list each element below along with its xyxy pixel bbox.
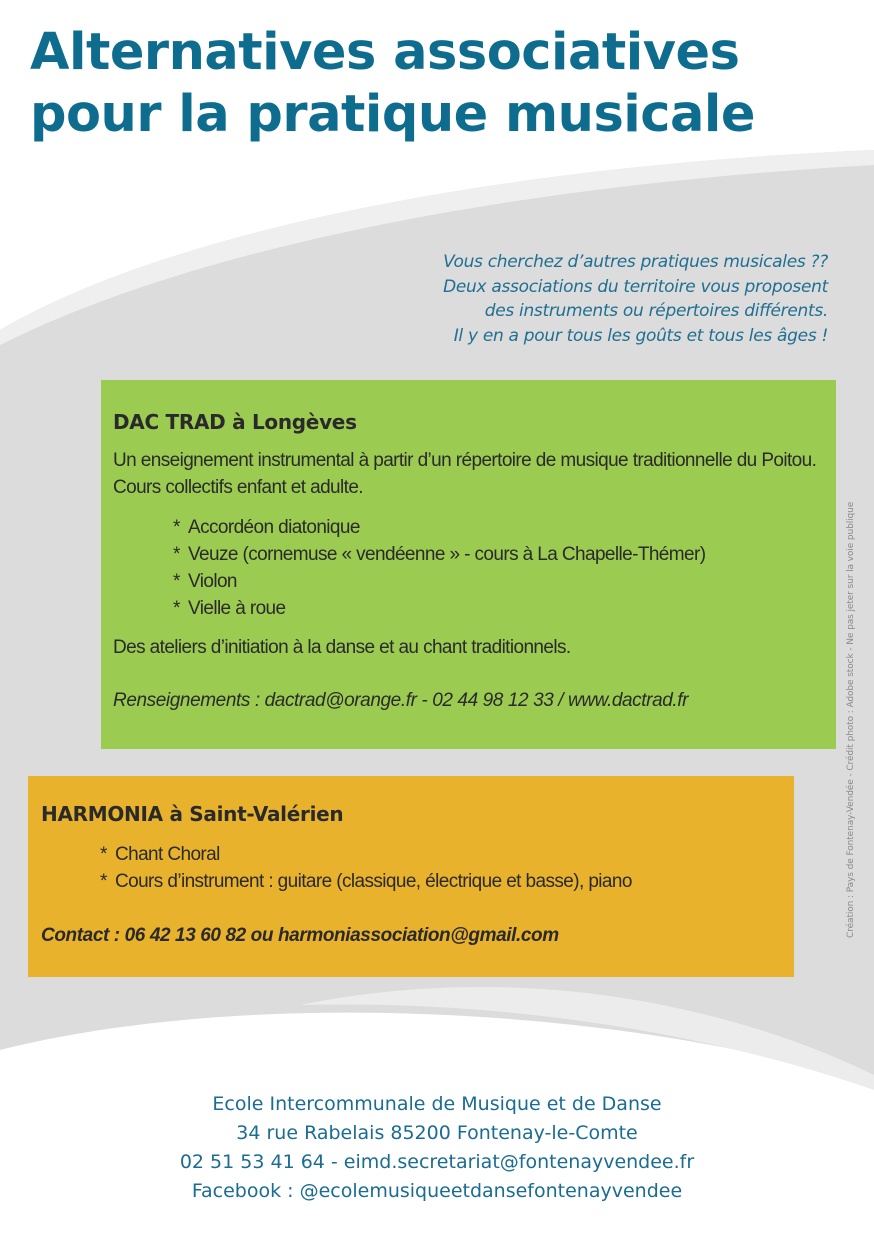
list-item-label: Accordéon diatonique <box>188 517 360 538</box>
list-item <box>173 514 824 541</box>
school-footer <box>0 1090 874 1206</box>
bullet-star-icon: * <box>173 598 180 619</box>
footer-address: 34 rue Rabelais 85200 Fontenay-le-Comte <box>236 1122 638 1144</box>
page-title <box>30 22 755 146</box>
credit-note: Création : Pays de Fontenay-Vendée - Crédit photo : Adobe stock - Ne pas jeter sur la voie publique <box>846 501 856 938</box>
dac-trad-description: Un enseignement instrumental à partir d’un répertoire de musique traditionnelle du Poitou. Cours collectifs enfant et adulte. <box>113 450 817 498</box>
bullet-star-icon: * <box>100 871 107 892</box>
bullet-star-icon: * <box>100 844 107 865</box>
title-line-2: pour la pratique musicale <box>30 85 756 144</box>
list-item <box>173 541 824 568</box>
title-line-1: Alternatives associatives <box>30 23 740 82</box>
list-item <box>173 568 824 595</box>
intro-line-1: Vous cherchez d’autres pratiques musicales ?? <box>443 252 828 272</box>
dac-trad-workshops: Des ateliers d’initiation à la danse et au chant traditionnels. <box>113 637 571 658</box>
harmonia-heading: HARMONIA à Saint-Valérien <box>41 802 344 826</box>
harmonia-activity-list <box>41 841 781 895</box>
harmonia-contact: Contact : 06 42 13 60 82 ou harmoniassociation@gmail.com <box>41 925 559 946</box>
dac-trad-contact: Renseignements : dactrad@orange.fr - 02 44 98 12 33 / www.dactrad.fr <box>113 690 689 711</box>
dac-trad-instrument-list <box>113 514 824 622</box>
intro-line-2: Deux associations du territoire vous proposent <box>443 276 828 297</box>
footer-phone-email: 02 51 53 41 64 - eimd.secretariat@fontenayvendee.fr <box>179 1151 695 1173</box>
list-item-label: Chant Choral <box>115 844 220 865</box>
dac-trad-panel <box>101 380 836 749</box>
intro-line-4: Il y en a pour tous les goûts et tous les âges ! <box>453 325 828 346</box>
bullet-star-icon: * <box>173 544 180 565</box>
footer-facebook: Facebook : @ecolemusiqueetdansefontenayvendee <box>191 1180 683 1202</box>
bullet-star-icon: * <box>173 571 180 592</box>
footer-school-name: Ecole Intercommunale de Musique et de Danse <box>212 1093 662 1115</box>
intro-line-3: des instruments ou répertoires différents. <box>484 301 828 321</box>
list-item-label: Cours d’instrument : guitare (classique, électrique et basse), piano <box>115 871 632 892</box>
list-item <box>100 868 781 895</box>
harmonia-panel <box>28 776 794 977</box>
intro-text <box>443 250 828 348</box>
list-item-label: Vielle à roue <box>188 598 286 619</box>
list-item <box>100 841 781 868</box>
dac-trad-heading: DAC TRAD à Longèves <box>113 410 357 434</box>
list-item-label: Violon <box>188 571 237 592</box>
bullet-star-icon: * <box>173 517 180 538</box>
list-item <box>173 595 824 622</box>
list-item-label: Veuze (cornemuse « vendéenne » - cours à La Chapelle-Thémer) <box>188 544 706 565</box>
